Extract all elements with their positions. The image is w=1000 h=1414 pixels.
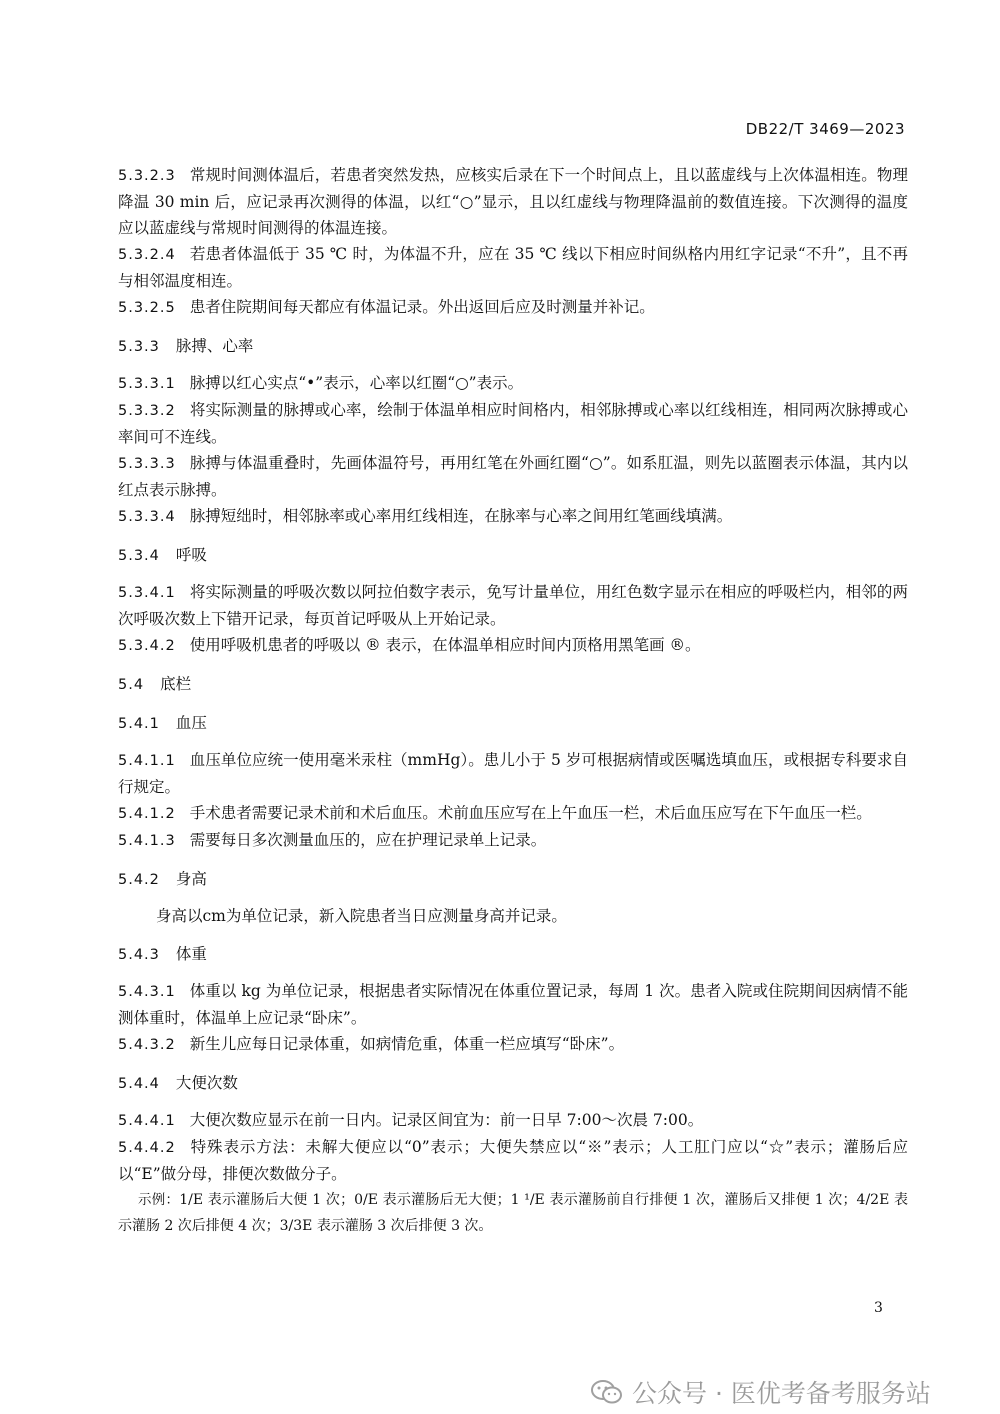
clause-text: 脉搏与体温重叠时，先画体温符号，再用红笔在外画红圈“○”。如系肛温，则先以蓝圈表示体温，其内以红点表示脉搏。 [118,454,908,499]
clause-paragraph [118,827,908,854]
section-heading [118,941,908,968]
clause-number: 5.3.3.4 [118,509,176,525]
section-title: 大便次数 [175,1074,238,1092]
clause-text: 需要每日多次测量血压的，应在护理记录单上记录。 [189,831,547,849]
section-heading [118,1070,908,1097]
section-number: 5.3.4 [118,548,160,564]
section-number: 5.4.4 [118,1076,160,1092]
clause-number: 5.3.3.1 [118,376,176,392]
clause-number: 5.3.3.2 [118,403,176,419]
clause-paragraph [118,370,908,397]
clause-paragraph [118,503,908,530]
clause-text: 血压单位应统一使用毫米汞柱（mmHg）。患儿小于 5 岁可根据病情或医嘱选填血压，或根据专科要求自行规定。 [118,751,908,796]
section-title: 血压 [175,714,207,732]
clause-number: 5.3.2.4 [118,247,176,263]
clause-number: 5.4.1.3 [118,833,176,849]
clause-text: 使用呼吸机患者的呼吸以 ® 表示，在体温单相应时间内顶格用黑笔画 ®。 [189,636,701,654]
clause-text: 脉搏短绌时，相邻脉率或心率用红线相连，在脉率与心率之间用红笔画线填满。 [189,507,733,525]
wechat-icon [590,1379,624,1405]
clause-paragraph [118,450,908,503]
example-note [118,1187,908,1239]
clause-text: 大便次数应显示在前一日内。记录区间宜为：前一日早 7:00～次晨 7:00。 [189,1111,704,1129]
clause-text: 若患者体温低于 35 ℃ 时，为体温不升，应在 35 ℃ 线以下相应时间纵格内用红字记录“不升”，且不再与相邻温度相连。 [118,245,908,290]
section-title: 呼吸 [175,546,207,564]
section-title: 脉搏、心率 [175,337,254,355]
clause-text: 将实际测量的脉搏或心率，绘制于体温单相应时间格内，相邻脉搏或心率以红线相连，相同两次脉搏或心率间可不连线。 [118,401,908,446]
section-number: 5.4.1 [118,716,160,732]
section-heading [118,710,908,737]
section-title: 身高 [175,870,207,888]
clause-paragraph [118,747,908,800]
page-number: 3 [874,1300,883,1316]
clause-text: 手术患者需要记录术前和术后血压。术前血压应写在上午血压一栏，术后血压应写在下午血压一栏。 [189,804,872,822]
example-text: 1/E 表示灌肠后大便 1 次；0/E 表示灌肠后无大便；1 ¹/E 表示灌肠前自行排便 1 次，灌肠后又排便 1 次；4/2E 表示灌肠 2 次后排便 4 次；3/3E 表示灌肠 3 次后排便 3 次。 [118,1192,908,1234]
clause-text: 体重以 kg 为单位记录，根据患者实际情况在体重位置记录，每周 1 次。患者入院或住院期间因病情不能测体重时，体温单上应记录“卧床”。 [118,982,908,1027]
watermark [590,1374,931,1410]
clause-text: 常规时间测体温后，若患者突然发热，应核实后录在下一个时间点上，且以蓝虚线与上次体温相连。物理降温 30 min 后，应记录再次测得的体温，以红“○”显示，且以红虚线与物理降温前的数值连接。下次测得的温度应以蓝虚线与常规时间测得的体温连接。 [118,166,908,237]
clause-number: 5.3.3.3 [118,456,176,472]
document-code: DB22/T 3469—2023 [745,120,905,138]
clause-text: 将实际测量的呼吸次数以阿拉伯数字表示，免写计量单位，用红色数字显示在相应的呼吸栏内，相邻的两次呼吸次数上下错开记录，每页首记呼吸从上开始记录。 [118,583,908,628]
clause-paragraph [118,632,908,659]
clause-paragraph [118,241,908,294]
clause-number: 5.3.2.5 [118,300,176,316]
clause-paragraph [118,1134,908,1187]
clause-paragraph [118,800,908,827]
document-body [118,162,908,1239]
example-label: 示例： [138,1192,180,1208]
section-number: 5.3.3 [118,339,160,355]
section-heading [118,866,908,893]
section-title: 体重 [175,945,207,963]
section-number: 5.4.2 [118,872,160,888]
clause-paragraph [118,1031,908,1058]
clause-number: 5.4.3.2 [118,1037,176,1053]
section-heading [118,542,908,569]
clause-paragraph [118,978,908,1031]
clause-paragraph [118,397,908,450]
section-title: 底栏 [160,675,192,693]
clause-paragraph [118,579,908,632]
section-number: 5.4 [118,677,145,693]
section-heading [118,671,908,698]
plain-paragraph: 身高以cm为单位记录，新入院患者当日应测量身高并记录。 [156,907,567,925]
section-number: 5.4.3 [118,947,160,963]
clause-number: 5.4.4.1 [118,1113,176,1129]
clause-text: 患者住院期间每天都应有体温记录。外出返回后应及时测量并补记。 [189,298,655,316]
clause-number: 5.3.4.2 [118,638,176,654]
clause-number: 5.4.4.2 [118,1140,176,1156]
clause-paragraph [118,294,908,321]
section-heading [118,333,908,360]
clause-number: 5.3.4.1 [118,585,176,601]
clause-text: 脉搏以红心实点“•”表示，心率以红圈“○”表示。 [189,374,524,392]
clause-number: 5.3.2.3 [118,168,176,184]
clause-text: 新生儿应每日记录体重，如病情危重，体重一栏应填写“卧床”。 [189,1035,625,1053]
clause-number: 5.4.1.2 [118,806,176,822]
clause-number: 5.4.3.1 [118,984,176,1000]
clause-text: 特殊表示方法：未解大便应以“0”表示；大便失禁应以“※”表示；人工肛门应以“☆”表示；灌肠后应以“E”做分母，排便次数做分子。 [118,1138,908,1183]
clause-paragraph [118,162,908,241]
clause-paragraph [118,1107,908,1134]
watermark-text: 公众号 · 医优考备考服务站 [632,1379,931,1408]
clause-number: 5.4.1.1 [118,753,176,769]
